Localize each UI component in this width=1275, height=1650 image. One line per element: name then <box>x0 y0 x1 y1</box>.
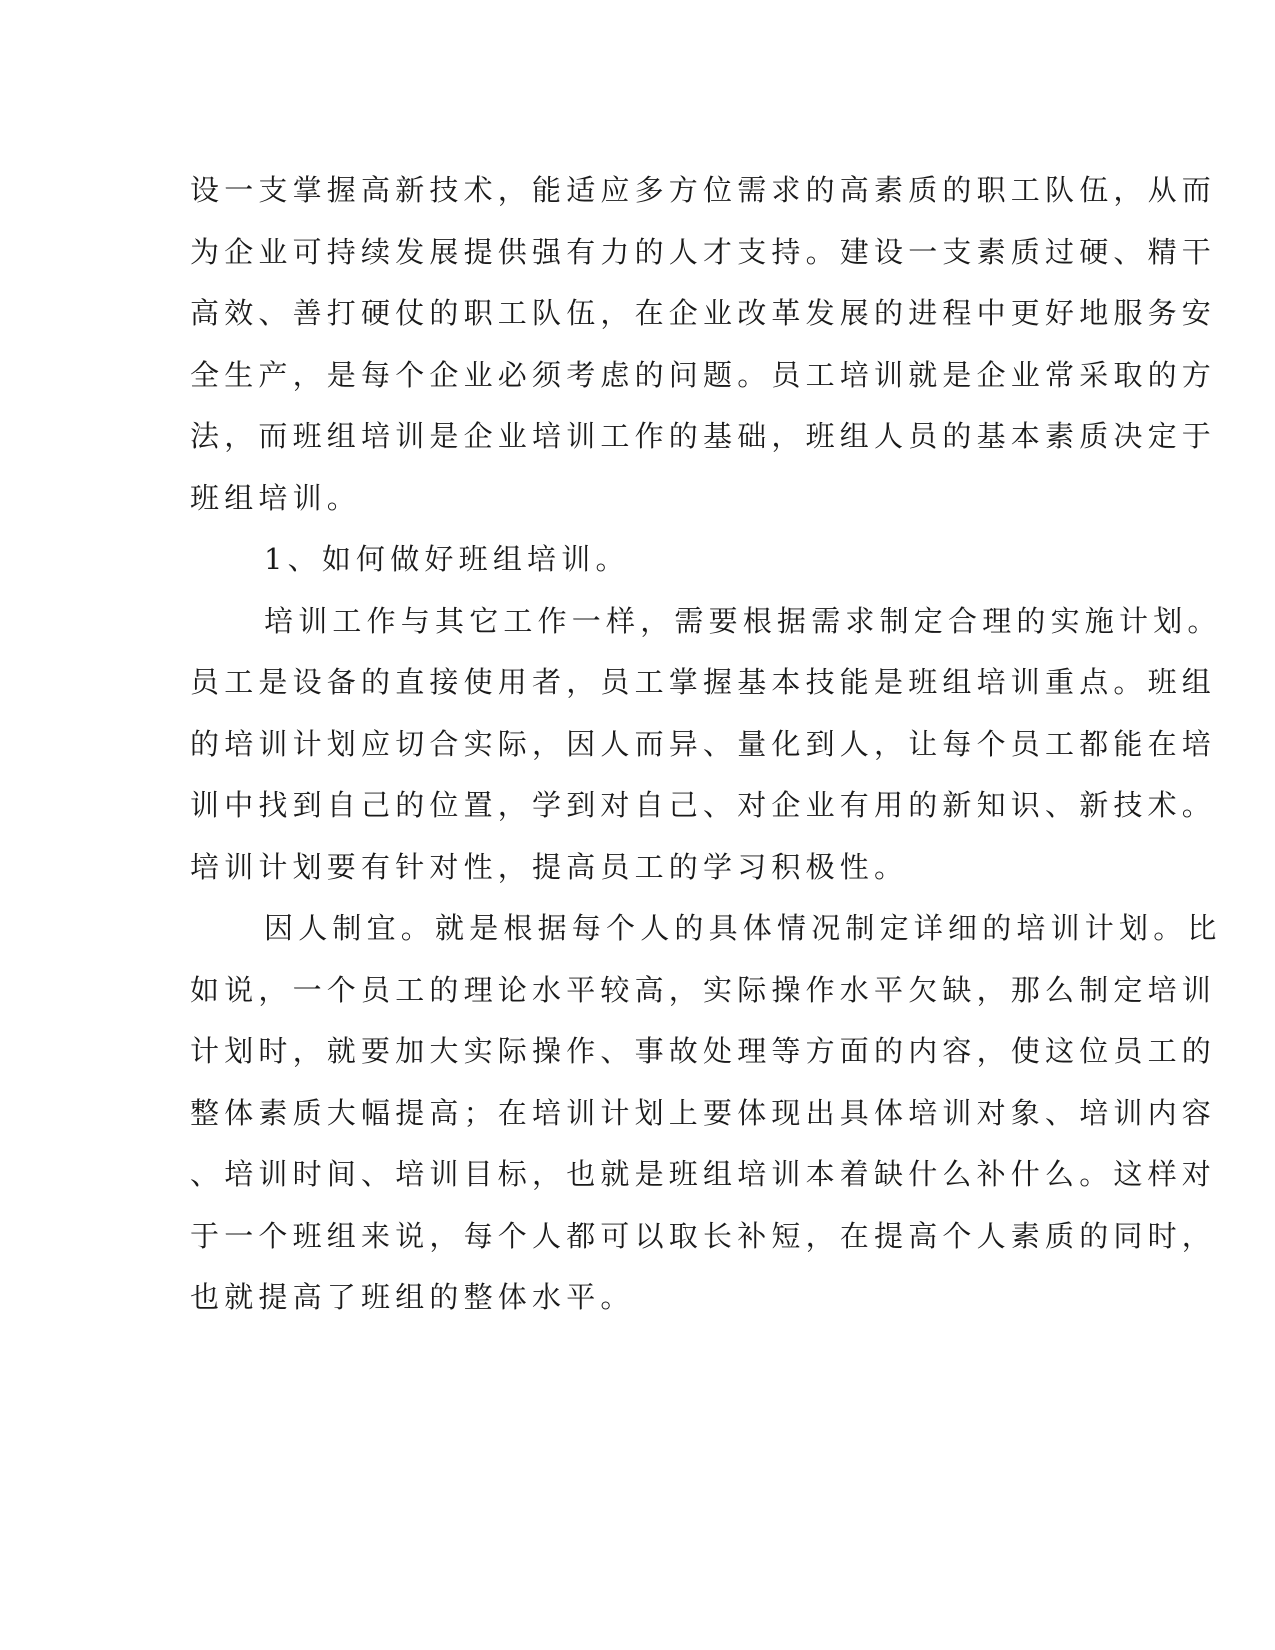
text-line: 的培训计划应切合实际，因人而异、量化到人，让每个员工都能在培 <box>190 726 1217 761</box>
text-line: 计划时，就要加大实际操作、事故处理等方面的内容，使这位员工的 <box>190 1034 1217 1068</box>
text-line: 全生产，是每个企业必须考虑的问题。员工培训就是企业常采取的方 <box>190 357 1217 392</box>
text-line: 训中找到自己的位置，学到对自己、对企业有用的新知识、新技术。 <box>190 788 1217 822</box>
text-line: 员工是设备的直接使用者，员工掌握基本技能是班组培训重点。班组 <box>190 665 1217 699</box>
section-heading: 1、如何做好班组培训。 <box>264 542 630 576</box>
text-line: 高效、善打硬仗的职工队伍，在企业改革发展的进程中更好地服务安 <box>190 296 1217 330</box>
text-line: 设一支掌握高新技术，能适应多方位需求的高素质的职工队伍，从而 <box>190 173 1217 207</box>
text-line: 如说，一个员工的理论水平较高，实际操作水平欠缺，那么制定培训 <box>190 972 1217 1007</box>
text-line: 也就提高了班组的整体水平。 <box>190 1280 635 1314</box>
text-line: 班组培训。 <box>190 480 362 515</box>
text-line: 培训计划要有针对性，提高员工的学习积极性。 <box>190 849 909 884</box>
text-line: 法，而班组培训是企业培训工作的基础，班组人员的基本素质决定于 <box>190 419 1217 453</box>
text-line: 整体素质大幅提高；在培训计划上要体现出具体培训对象、培训内容 <box>190 1095 1217 1130</box>
text-line: 为企业可持续发展提供强有力的人才支持。建设一支素质过硬、精干 <box>190 234 1217 269</box>
paragraph-start: 因人制宜。就是根据每个人的具体情况制定详细的培训计划。比 <box>264 911 1222 945</box>
document-body <box>190 160 1222 1329</box>
text-line: 、培训时间、培训目标，也就是班组培训本着缺什么补什么。这样对 <box>190 1157 1217 1191</box>
paragraph-start: 培训工作与其它工作一样，需要根据需求制定合理的实施计划。 <box>264 603 1222 638</box>
text-line: 于一个班组来说，每个人都可以取长补短，在提高个人素质的同时， <box>190 1218 1217 1253</box>
